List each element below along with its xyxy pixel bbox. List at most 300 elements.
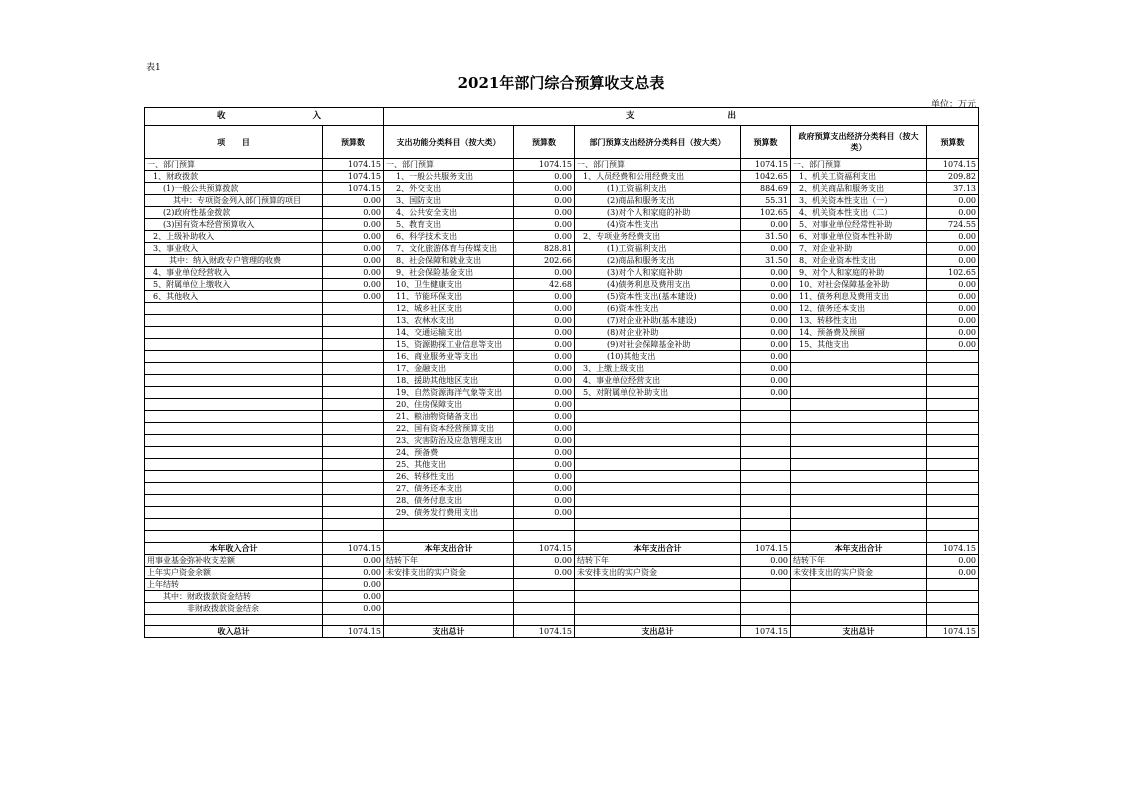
gov-item-cell	[791, 495, 927, 507]
income-item-cell	[145, 363, 323, 375]
income-amount-cell: 1074.15	[323, 159, 384, 171]
dept-amount-cell: 0.00	[741, 219, 791, 231]
table-row	[145, 530, 979, 542]
income-item-cell	[145, 459, 323, 471]
func-item-cell: 11、节能环保支出	[384, 291, 514, 303]
gov-amount-cell: 0.00	[927, 243, 979, 255]
income-amount-cell	[323, 495, 384, 507]
dept-amount-cell: 0.00	[741, 387, 791, 399]
gov-item-cell: 支出总计	[791, 626, 927, 638]
income-item-cell	[145, 303, 323, 315]
dept-amount-cell: 0.00	[741, 363, 791, 375]
income-item-cell: 1、财政拨款	[145, 171, 323, 183]
income-item-cell: 5、附属单位上缴收入	[145, 279, 323, 291]
budget-header: 预算数	[927, 126, 979, 159]
func-item-cell	[384, 519, 514, 531]
func-item-cell: 12、城乡社区支出	[384, 303, 514, 315]
budget-header: 预算数	[514, 126, 575, 159]
dept-item-cell: 支出总计	[575, 626, 741, 638]
gov-item-cell: 一、部门预算	[791, 159, 927, 171]
gov-amount-cell	[927, 471, 979, 483]
table-row	[145, 519, 979, 531]
dept-item-cell	[575, 530, 741, 542]
table-row	[145, 255, 979, 267]
func-item-cell: 6、科学技术支出	[384, 231, 514, 243]
func-item-cell: 10、卫生健康支出	[384, 279, 514, 291]
func-item-cell: 未安排支出的实户资金	[384, 566, 514, 578]
gov-item-cell	[791, 578, 927, 590]
gov-amount-cell	[927, 423, 979, 435]
gov-amount-cell: 1074.15	[927, 159, 979, 171]
income-amount-cell	[323, 423, 384, 435]
func-amount-cell: 0.00	[514, 471, 575, 483]
func-amount-cell	[514, 519, 575, 531]
income-item-cell	[145, 423, 323, 435]
dept-item-cell: 1、人员经费和公用经费支出	[575, 171, 741, 183]
dept-amount-cell	[741, 614, 791, 626]
dept-amount-cell: 0.00	[741, 291, 791, 303]
dept-amount-cell	[741, 507, 791, 519]
dept-amount-cell: 0.00	[741, 375, 791, 387]
income-amount-cell: 0.00	[323, 231, 384, 243]
gov-amount-cell	[927, 411, 979, 423]
gov-item-cell	[791, 363, 927, 375]
income-amount-cell: 0.00	[323, 279, 384, 291]
table-row	[145, 327, 979, 339]
income-amount-cell: 1074.15	[323, 171, 384, 183]
dept-header: 部门预算支出经济分类科目（按大类）	[575, 126, 741, 159]
income-char-2: 入	[312, 111, 321, 121]
func-amount-cell: 0.00	[514, 459, 575, 471]
gov-amount-cell: 0.00	[927, 554, 979, 566]
income-item-cell: 非财政拨款资金结余	[145, 602, 323, 614]
func-amount-cell: 0.00	[514, 507, 575, 519]
func-item-cell	[384, 614, 514, 626]
income-item-cell	[145, 530, 323, 542]
func-item-cell: 2、外交支出	[384, 183, 514, 195]
table-row	[145, 267, 979, 279]
table-row	[145, 507, 979, 519]
item-char-1: 项	[217, 136, 226, 147]
table-row	[145, 375, 979, 387]
expense-char-2: 出	[727, 111, 736, 121]
func-amount-cell	[514, 614, 575, 626]
gov-amount-cell: 0.00	[927, 255, 979, 267]
budget-table	[144, 107, 979, 638]
func-item-cell: 15、资源勘探工业信息等支出	[384, 339, 514, 351]
func-item-cell: 本年支出合计	[384, 542, 514, 554]
expense-char-1: 支	[626, 111, 635, 121]
income-amount-cell: 1074.15	[323, 542, 384, 554]
dept-amount-cell: 0.00	[741, 243, 791, 255]
func-item-cell: 22、国有资本经营预算支出	[384, 423, 514, 435]
func-amount-cell: 0.00	[514, 554, 575, 566]
income-item-cell: (1)一般公共预算拨款	[145, 183, 323, 195]
gov-amount-cell	[927, 602, 979, 614]
func-item-cell: 7、文化旅游体育与传媒支出	[384, 243, 514, 255]
gov-amount-cell	[927, 495, 979, 507]
table-row	[145, 207, 979, 219]
gov-item-cell	[791, 519, 927, 531]
dept-item-cell: (9)对社会保障基金补助	[575, 339, 741, 351]
func-item-cell: 5、教育支出	[384, 219, 514, 231]
func-item-cell	[384, 530, 514, 542]
func-item-cell: 29、债务发行费用支出	[384, 507, 514, 519]
header-row-1	[145, 108, 979, 126]
income-amount-cell	[323, 375, 384, 387]
gov-amount-cell: 0.00	[927, 207, 979, 219]
dept-item-cell	[575, 423, 741, 435]
dept-amount-cell	[741, 411, 791, 423]
dept-amount-cell: 0.00	[741, 279, 791, 291]
dept-item-cell: (2)商品和服务支出	[575, 255, 741, 267]
func-amount-cell: 0.00	[514, 183, 575, 195]
dept-item-cell: (4)债务利息及费用支出	[575, 279, 741, 291]
func-amount-cell: 0.00	[514, 303, 575, 315]
item-header	[145, 126, 323, 159]
income-amount-cell: 0.00	[323, 566, 384, 578]
table-row	[145, 614, 979, 626]
gov-item-cell: 10、对社会保障基金补助	[791, 279, 927, 291]
dept-item-cell	[575, 471, 741, 483]
func-amount-cell: 0.00	[514, 327, 575, 339]
dept-item-cell	[575, 459, 741, 471]
dept-amount-cell	[741, 530, 791, 542]
gov-item-cell: 1、机关工资福利支出	[791, 171, 927, 183]
gov-amount-cell: 1074.15	[927, 542, 979, 554]
gov-amount-cell: 37.13	[927, 183, 979, 195]
gov-amount-cell: 102.65	[927, 267, 979, 279]
gov-amount-cell: 209.82	[927, 171, 979, 183]
gov-item-cell: 5、对事业单位经常性补助	[791, 219, 927, 231]
func-amount-cell: 0.00	[514, 267, 575, 279]
gov-amount-cell: 1074.15	[927, 626, 979, 638]
income-amount-cell	[323, 519, 384, 531]
func-amount-cell: 1074.15	[514, 159, 575, 171]
dept-item-cell	[575, 519, 741, 531]
dept-item-cell: (8)对企业补助	[575, 327, 741, 339]
budget-header: 预算数	[741, 126, 791, 159]
income-item-cell: 上年结转	[145, 578, 323, 590]
income-amount-cell	[323, 351, 384, 363]
dept-item-cell: (7)对企业补助(基本建设)	[575, 315, 741, 327]
gov-amount-cell: 0.00	[927, 327, 979, 339]
gov-item-cell	[791, 447, 927, 459]
income-item-cell: 6、其他收入	[145, 291, 323, 303]
item-char-2: 目	[241, 136, 250, 147]
table-row	[145, 602, 979, 614]
dept-item-cell: (1)工资福利支出	[575, 183, 741, 195]
func-amount-cell: 0.00	[514, 219, 575, 231]
func-item-cell: 20、住房保障支出	[384, 399, 514, 411]
gov-item-cell: 13、转移性支出	[791, 315, 927, 327]
func-amount-cell	[514, 578, 575, 590]
gov-amount-cell: 0.00	[927, 279, 979, 291]
table-row	[145, 399, 979, 411]
gov-item-cell	[791, 614, 927, 626]
income-item-cell	[145, 339, 323, 351]
func-item-cell: 13、农林水支出	[384, 315, 514, 327]
func-amount-cell: 1074.15	[514, 542, 575, 554]
gov-item-cell: 11、债务利息及费用支出	[791, 291, 927, 303]
gov-item-cell: 未安排支出的实户资金	[791, 566, 927, 578]
table-row	[145, 554, 979, 566]
func-item-cell: 17、金融支出	[384, 363, 514, 375]
func-item-cell: 14、交通运输支出	[384, 327, 514, 339]
table-row	[145, 279, 979, 291]
income-amount-cell	[323, 507, 384, 519]
dept-item-cell: 一、部门预算	[575, 159, 741, 171]
page-title: 2021年部门综合预算收支总表	[457, 74, 665, 92]
func-amount-cell: 0.00	[514, 363, 575, 375]
gov-amount-cell	[927, 483, 979, 495]
gov-amount-cell	[927, 578, 979, 590]
func-amount-cell: 0.00	[514, 447, 575, 459]
gov-amount-cell	[927, 447, 979, 459]
dept-amount-cell: 1042.65	[741, 171, 791, 183]
func-amount-cell: 0.00	[514, 231, 575, 243]
gov-header: 政府预算支出经济分类科目（按大类）	[791, 126, 927, 159]
gov-amount-cell	[927, 530, 979, 542]
subtotal-row	[145, 542, 979, 554]
func-amount-cell: 0.00	[514, 387, 575, 399]
gov-item-cell: 15、其他支出	[791, 339, 927, 351]
func-amount-cell: 42.68	[514, 279, 575, 291]
gov-item-cell: 7、对企业补助	[791, 243, 927, 255]
func-item-cell	[384, 602, 514, 614]
income-item-cell: 3、事业收入	[145, 243, 323, 255]
income-amount-cell: 0.00	[323, 267, 384, 279]
income-item-cell: 用事业基金弥补收支差额	[145, 554, 323, 566]
gov-item-cell	[791, 590, 927, 602]
income-item-cell	[145, 614, 323, 626]
table-row	[145, 291, 979, 303]
gov-item-cell: 14、预备费及预留	[791, 327, 927, 339]
dept-amount-cell: 0.00	[741, 267, 791, 279]
dept-amount-cell	[741, 483, 791, 495]
income-amount-cell	[323, 315, 384, 327]
income-amount-cell	[323, 387, 384, 399]
dept-item-cell	[575, 399, 741, 411]
dept-amount-cell: 55.31	[741, 195, 791, 207]
table-row	[145, 315, 979, 327]
dept-amount-cell	[741, 447, 791, 459]
gov-amount-cell	[927, 375, 979, 387]
dept-item-cell: 2、专项业务经费支出	[575, 231, 741, 243]
income-item-cell	[145, 495, 323, 507]
income-amount-cell	[323, 614, 384, 626]
func-item-cell: 28、债务付息支出	[384, 495, 514, 507]
income-amount-cell: 0.00	[323, 554, 384, 566]
table-row	[145, 243, 979, 255]
table-row	[145, 435, 979, 447]
gov-item-cell	[791, 471, 927, 483]
dept-amount-cell	[741, 590, 791, 602]
func-amount-cell: 0.00	[514, 495, 575, 507]
gov-amount-cell: 0.00	[927, 231, 979, 243]
income-amount-cell: 0.00	[323, 219, 384, 231]
gov-item-cell	[791, 459, 927, 471]
gov-amount-cell: 0.00	[927, 195, 979, 207]
table-row	[145, 590, 979, 602]
table-row	[145, 483, 979, 495]
income-item-cell	[145, 519, 323, 531]
func-item-cell	[384, 578, 514, 590]
func-amount-cell: 0.00	[514, 411, 575, 423]
func-item-cell: 27、债务还本支出	[384, 483, 514, 495]
dept-amount-cell: 1074.15	[741, 626, 791, 638]
func-amount-cell: 0.00	[514, 207, 575, 219]
table-row	[145, 183, 979, 195]
gov-amount-cell	[927, 519, 979, 531]
table-row	[145, 339, 979, 351]
income-item-cell: (3)国有资本经营预算收入	[145, 219, 323, 231]
func-item-cell: 25、其他支出	[384, 459, 514, 471]
gov-item-cell	[791, 602, 927, 614]
income-item-cell	[145, 411, 323, 423]
header-row-2	[145, 126, 979, 159]
dept-amount-cell: 0.00	[741, 554, 791, 566]
func-amount-cell: 0.00	[514, 291, 575, 303]
gov-amount-cell	[927, 590, 979, 602]
gov-item-cell	[791, 387, 927, 399]
income-amount-cell: 1074.15	[323, 626, 384, 638]
income-header	[145, 108, 384, 126]
gov-item-cell: 结转下年	[791, 554, 927, 566]
gov-item-cell	[791, 375, 927, 387]
gov-item-cell: 8、对企业资本性支出	[791, 255, 927, 267]
budget-header: 预算数	[323, 126, 384, 159]
income-amount-cell	[323, 411, 384, 423]
gov-item-cell	[791, 435, 927, 447]
gov-amount-cell: 0.00	[927, 339, 979, 351]
table-number: 表1	[146, 63, 161, 73]
dept-amount-cell: 884.69	[741, 183, 791, 195]
dept-amount-cell: 0.00	[741, 303, 791, 315]
income-item-cell	[145, 471, 323, 483]
func-amount-cell: 0.00	[514, 435, 575, 447]
table-row	[145, 411, 979, 423]
func-amount-cell: 828.81	[514, 243, 575, 255]
income-item-cell	[145, 447, 323, 459]
func-amount-cell: 0.00	[514, 171, 575, 183]
income-amount-cell	[323, 530, 384, 542]
unit-label: 单位：万元	[930, 100, 976, 110]
func-amount-cell	[514, 530, 575, 542]
income-item-cell: 本年收入合计	[145, 542, 323, 554]
func-amount-cell: 0.00	[514, 339, 575, 351]
dept-item-cell: (3)对个人和家庭的补助	[575, 207, 741, 219]
income-item-cell: 2、上级补助收入	[145, 231, 323, 243]
func-amount-cell: 0.00	[514, 566, 575, 578]
table-row	[145, 351, 979, 363]
table-row	[145, 303, 979, 315]
gov-amount-cell	[927, 351, 979, 363]
income-item-cell: 上年实户资金余额	[145, 566, 323, 578]
dept-item-cell: 5、对附属单位补助支出	[575, 387, 741, 399]
income-amount-cell	[323, 447, 384, 459]
dept-amount-cell: 0.00	[741, 351, 791, 363]
dept-item-cell: (5)资本性支出(基本建设)	[575, 291, 741, 303]
gov-amount-cell	[927, 459, 979, 471]
func-amount-cell: 202.66	[514, 255, 575, 267]
income-amount-cell: 0.00	[323, 578, 384, 590]
expense-header	[384, 108, 979, 126]
dept-amount-cell: 31.50	[741, 231, 791, 243]
func-amount-cell: 0.00	[514, 423, 575, 435]
func-item-cell: 结转下年	[384, 554, 514, 566]
gov-item-cell	[791, 351, 927, 363]
dept-amount-cell: 102.65	[741, 207, 791, 219]
income-item-cell: 一、部门预算	[145, 159, 323, 171]
gov-item-cell	[791, 483, 927, 495]
func-amount-cell: 1074.15	[514, 626, 575, 638]
gov-amount-cell	[927, 363, 979, 375]
dept-amount-cell: 0.00	[741, 327, 791, 339]
dept-amount-cell	[741, 578, 791, 590]
table-row	[145, 171, 979, 183]
table-row	[145, 578, 979, 590]
dept-item-cell: 3、上缴上级支出	[575, 363, 741, 375]
dept-item-cell: (10)其他支出	[575, 351, 741, 363]
func-amount-cell: 0.00	[514, 483, 575, 495]
income-amount-cell	[323, 327, 384, 339]
income-amount-cell: 1074.15	[323, 183, 384, 195]
income-item-cell	[145, 351, 323, 363]
gov-amount-cell: 0.00	[927, 566, 979, 578]
func-amount-cell: 0.00	[514, 375, 575, 387]
income-amount-cell: 0.00	[323, 195, 384, 207]
func-item-cell: 16、商业服务业等支出	[384, 351, 514, 363]
gov-item-cell: 4、机关资本性支出（二）	[791, 207, 927, 219]
func-item-cell: 3、国防支出	[384, 195, 514, 207]
income-item-cell	[145, 399, 323, 411]
gov-item-cell	[791, 411, 927, 423]
income-amount-cell	[323, 339, 384, 351]
dept-amount-cell	[741, 471, 791, 483]
func-item-cell	[384, 590, 514, 602]
table-row	[145, 471, 979, 483]
income-amount-cell	[323, 399, 384, 411]
dept-item-cell: (3)对个人和家庭补助	[575, 267, 741, 279]
func-item-cell: 8、社会保障和就业支出	[384, 255, 514, 267]
gov-item-cell: 12、债务还本支出	[791, 303, 927, 315]
dept-item-cell: (1)工资福利支出	[575, 243, 741, 255]
func-amount-cell: 0.00	[514, 399, 575, 411]
dept-item-cell	[575, 614, 741, 626]
gov-item-cell	[791, 507, 927, 519]
gov-item-cell: 3、机关资本性支出（一）	[791, 195, 927, 207]
func-item-cell: 支出总计	[384, 626, 514, 638]
gov-item-cell	[791, 530, 927, 542]
income-item-cell: 收入总计	[145, 626, 323, 638]
dept-amount-cell	[741, 399, 791, 411]
func-amount-cell: 0.00	[514, 315, 575, 327]
income-amount-cell	[323, 303, 384, 315]
income-char-1: 收	[217, 111, 226, 121]
func-amount-cell	[514, 602, 575, 614]
income-item-cell: 其中：财政拨款资金结转	[145, 590, 323, 602]
income-amount-cell: 0.00	[323, 602, 384, 614]
dept-item-cell	[575, 590, 741, 602]
income-item-cell	[145, 483, 323, 495]
func-amount-cell: 0.00	[514, 195, 575, 207]
func-item-cell: 24、预备费	[384, 447, 514, 459]
func-item-cell: 26、转移性支出	[384, 471, 514, 483]
dept-item-cell: 本年支出合计	[575, 542, 741, 554]
func-amount-cell: 0.00	[514, 351, 575, 363]
table-row	[145, 231, 979, 243]
